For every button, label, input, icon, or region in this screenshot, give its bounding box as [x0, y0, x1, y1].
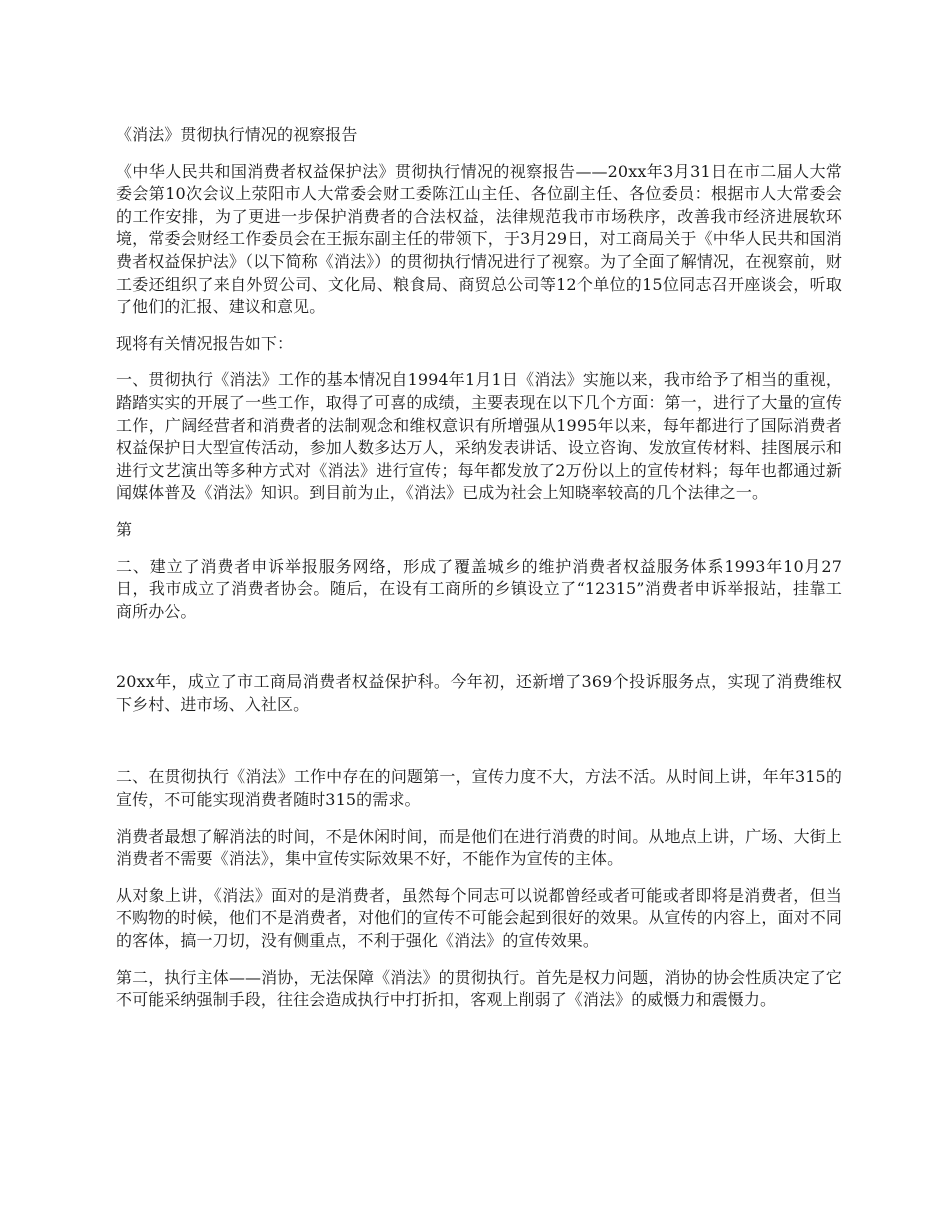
paragraph-problems: 二、在贯彻执行《消法》工作中存在的问题第一，宣传力度不大，方法不活。从时间上讲，年年315的宣传，不可能实现消费者随时315的需求。: [116, 767, 842, 810]
document-title: 《消法》贯彻执行情况的视察报告: [116, 125, 358, 144]
paragraph-fragment: 第: [116, 519, 133, 539]
paragraph-report-lead: 现将有关情况报告如下：: [116, 333, 294, 353]
paragraph-protection-office: 20xx年，成立了市工商局消费者权益保护科。今年初，还新增了369个投诉服务点，实现了消费维权下乡村、进市场、入社区。: [116, 672, 842, 714]
paragraph-enforcement: 第二，执行主体——消协，无法保障《消法》的贯彻执行。首先是权力问题，消协的协会性质决定了它不可能采纳强制手段，往往会造成执行中打折扣，客观上削弱了《消法》的威慑力和震慑力。: [116, 967, 842, 1010]
paragraph-section-one: 一、贯彻执行《消法》工作的基本情况自1994年1月1日《消法》实施以来，我市给予了相当的重视，踏踏实实的开展了一些工作，取得了可喜的成绩，主要表现在以下几个方面：第一，进行了大量的宣传工作，广阔经营者和消费者的法制观念和维权意识有所增强从1995年以来，每年都进行了国际消费者权益保护日大型宣传活动，参加人数多达万人，采纳发表讲话、设立咨询、发放宣传材料、挂图展示和进行文艺演出等多种方式对《消法》进行宣传；每年都发放了2万份以上的宣传材料；每年也都通过新闻媒体普及《消法》知识。到目前为止，《消法》已成为社会上知晓率较高的几个法律之一。: [116, 370, 842, 503]
paragraph-intro: 《中华人民共和国消费者权益保护法》贯彻执行情况的视察报告——20xx年3月31日在市二届人大常委会第10次会议上荥阳市人大常委会财工委陈江山主任、各位副主任、各位委员：根据市人大常委会的工作安排，为了更进一步保护消费者的合法权益，法律规范我市市场秩序，改善我市经济进展软环境，常委会财经工作委员会在王振东副主任的带领下，于3月29日，对工商局关于《中华人民共和国消费者权益保护法》（以下简称《消法》）的贯彻执行情况进行了视察。为了全面了解情况，在视察前，财工委还组织了来自外贸公司、文化局、粮食局、商贸总公司等12个单位的15位同志召开座谈会，听取了他们的汇报、建议和意见。: [116, 161, 842, 317]
document-page: [116, 124, 842, 1026]
paragraph-time-place: 消费者最想了解消法的时间，不是休闲时间，而是他们在进行消费的时间。从地点上讲，广场、大街上消费者不需要《消法》，集中宣传实际效果不好，不能作为宣传的主体。: [116, 826, 842, 869]
paragraph-audience: 从对象上讲，《消法》面对的是消费者，虽然每个同志可以说都曾经或者可能或者即将是消费者，但当不购物的时候，他们不是消费者，对他们的宣传不可能会起到很好的效果。从宣传的内容上，面对不同的客体，搞一刀切，没有侧重点，不利于强化《消法》的宣传效果。: [116, 885, 842, 951]
paragraph-service-network: 二、建立了消费者申诉举报服务网络，形成了覆盖城乡的维护消费者权益服务体系1993年10月27日，我市成立了消费者协会。随后，在设有工商所的乡镇设立了“12315”消费者申诉举报站，挂靠工商所办公。: [116, 556, 842, 621]
